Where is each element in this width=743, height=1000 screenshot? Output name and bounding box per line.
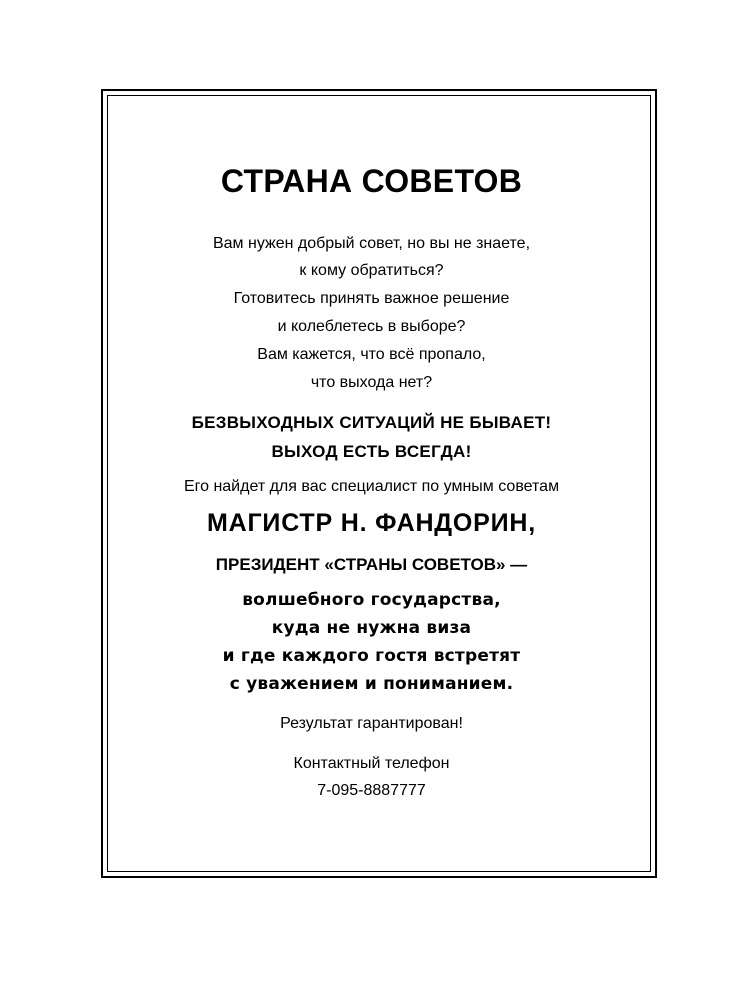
slogan-line: ВЫХОД ЕСТЬ ВСЕГДА! [271, 442, 472, 461]
intro-line: к кому обратиться? [299, 262, 444, 279]
state-description-line: куда не нужна виза [271, 618, 472, 638]
phone-number: 7-095-8887777 [317, 782, 426, 799]
contact-label: Контактный телефон [293, 755, 450, 772]
slogan-line: БЕЗВЫХОДНЫХ СИТУАЦИЙ НЕ БЫВАЕТ! [191, 413, 552, 432]
magister-name: МАГИСТР Н. ФАНДОРИН, [206, 509, 536, 537]
intro-line: Вам нужен добрый совет, но вы не знаете, [212, 235, 531, 252]
guarantee-text: Результат гарантирован! [280, 715, 463, 732]
intro-line: Вам кажется, что всё пропало, [257, 346, 486, 363]
state-description-line: и где каждого гостя встретят [222, 646, 521, 666]
intro-line: Готовитесь принять важное решение [233, 290, 510, 307]
president-line: ПРЕЗИДЕНТ «СТРАНЫ СОВЕТОВ» — [215, 555, 528, 574]
specialist-line: Его найдет для вас специалист по умным советам [183, 478, 560, 495]
state-description-line: с уважением и пониманием. [229, 674, 514, 694]
ad-title: СТРАНА СОВЕТОВ [220, 163, 523, 199]
intro-line: что выхода нет? [310, 374, 433, 391]
intro-line: и колеблетесь в выборе? [277, 318, 466, 335]
state-description-line: волшебного государства, [242, 590, 501, 610]
